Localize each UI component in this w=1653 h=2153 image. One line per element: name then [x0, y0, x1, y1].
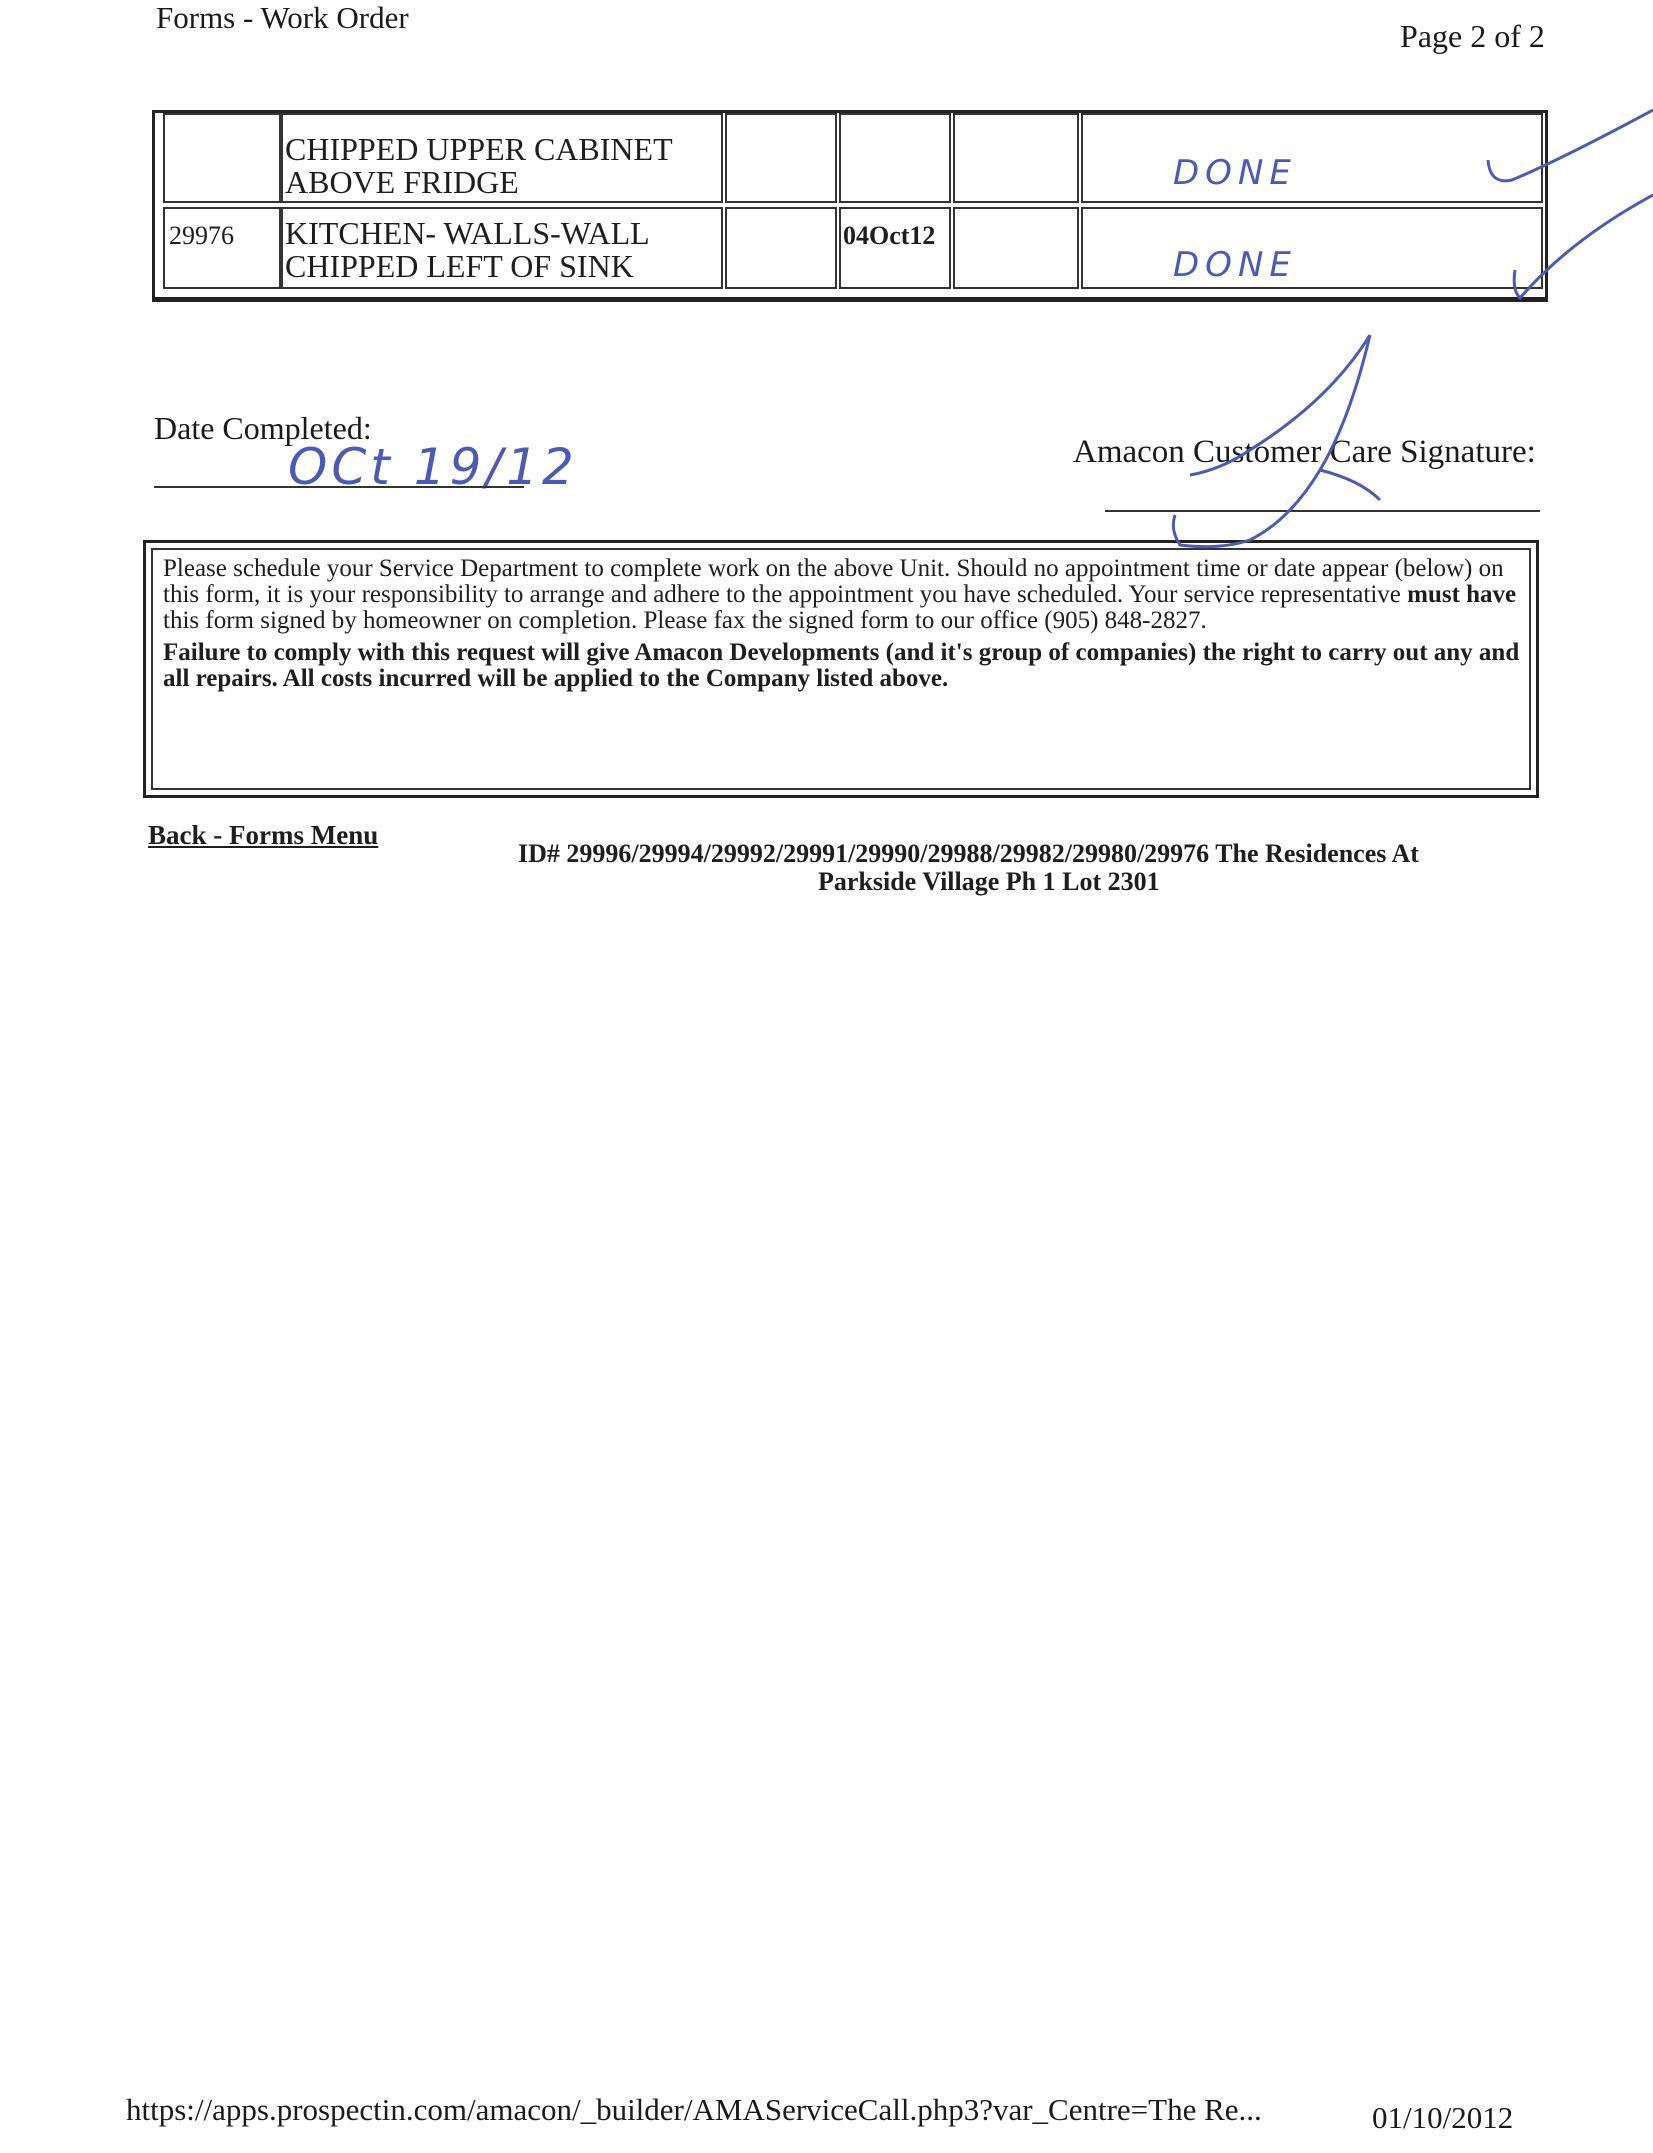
page-number: Page 2 of 2 [1400, 18, 1545, 54]
signature-label: Amacon Customer Care Signature: [1073, 434, 1536, 470]
item-description-line2: CHIPPED LEFT OF SINK [285, 248, 634, 284]
item-id: 29976 [169, 221, 234, 250]
notice-text-part2: this form signed by homeowner on completion. Please fax the signed form to our office (905) 848-2827. [163, 607, 1207, 634]
print-footer-date: 01/10/2012 [1372, 2100, 1514, 2135]
record-id-line1: ID# 29996/29994/29992/29991/29990/29988/29982/29980/29976 The Residences At [518, 839, 1419, 868]
form-title: Forms - Work Order [156, 0, 409, 35]
item-description-line2: ABOVE FRIDGE [285, 164, 519, 200]
print-footer-url: https://apps.prospectin.com/amacon/_builder/AMAServiceCall.php3?var_Centre=The Re... [126, 2092, 1262, 2127]
signature-scribble [1173, 335, 1380, 547]
item-description-line1: CHIPPED UPPER CABINET [285, 131, 673, 167]
notice-warning: Failure to comply with this request will give Amacon Developments (and it's group of companies) the right to carry out any and all repairs. All costs incurred will be applied to the Company listed above. [163, 639, 1520, 692]
handwritten-completion-date: OCt 19/12 [288, 438, 578, 496]
record-id-line2: Parkside Village Ph 1 Lot 2301 [818, 867, 1160, 896]
notice-text-emphasis: must have [1407, 581, 1517, 608]
back-forms-menu-link[interactable]: Back - Forms Menu [148, 820, 379, 850]
handwritten-status: DONE [1173, 245, 1297, 285]
handwritten-status: DONE [1173, 153, 1297, 193]
item-date: 04Oct12 [843, 221, 936, 250]
date-completed-label: Date Completed: [154, 410, 372, 446]
item-description-line1: KITCHEN- WALLS-WALL [285, 215, 650, 251]
checkmark-icon [1514, 195, 1653, 298]
checkmark-icon [1488, 110, 1653, 181]
notice-text-part1: Please schedule your Service Department to complete work on the above Unit. Should no appointment time or date appear (below) on this form, it is your responsibility to arrange and adhere to the appointment you have scheduled. Your service representative [163, 555, 1504, 608]
